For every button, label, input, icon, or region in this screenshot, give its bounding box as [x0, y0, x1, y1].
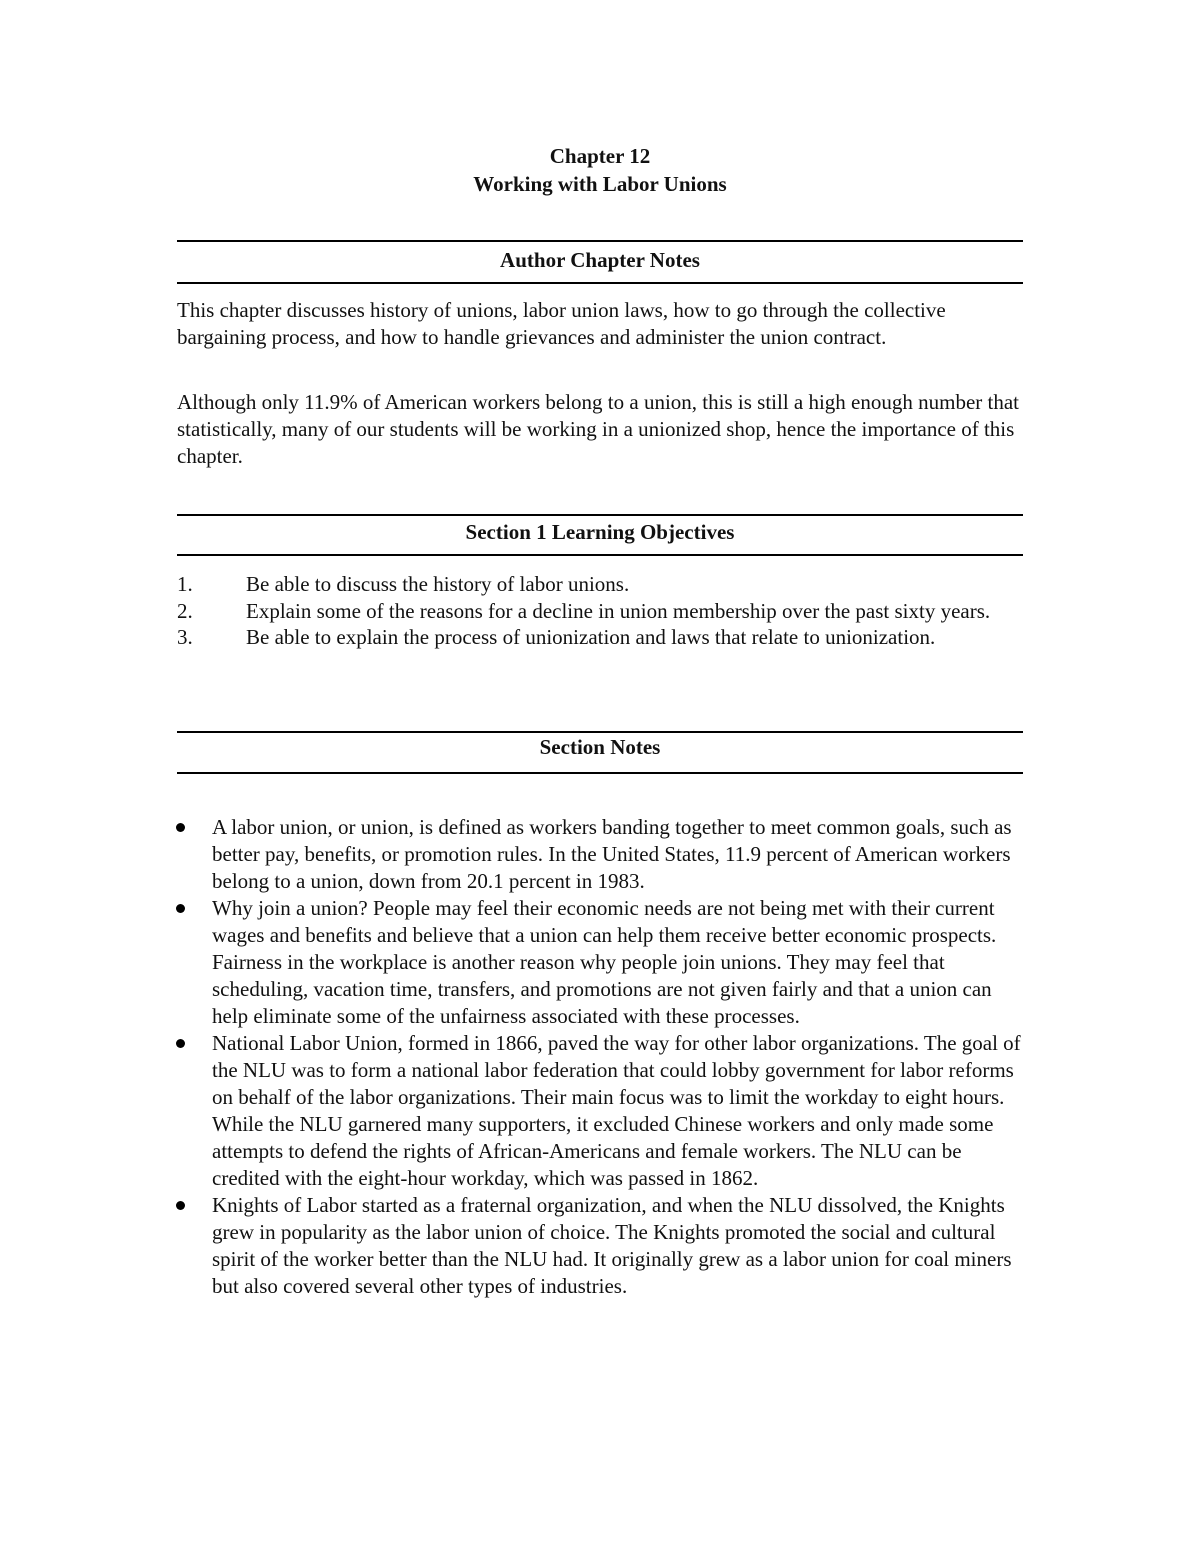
bullet-icon — [176, 823, 185, 832]
objective-number: 3. — [177, 625, 193, 649]
objectives-heading-text: Section 1 Learning Objectives — [465, 520, 735, 544]
objective-item — [177, 598, 1023, 625]
section-notes-heading-text: Section Notes — [539, 735, 661, 759]
heading-divider — [564, 514, 809, 516]
bullet-icon — [176, 1201, 185, 1210]
section-notes-list — [177, 814, 1023, 1300]
note-text: National Labor Union, formed in 1866, paved the way for other labor organizations. The goal of the NLU was to form a national labor federation that could lobby government for labor reforms on behalf of the labor organizations. Their main focus was to limit the workday to eight hours. While the NLU garnered many supporters, it excluded Chinese workers and only made some attempts to defend the rights of African-Americans and female workers. The NLU can be credited with the eight-hour workday, which was passed in 1862. — [212, 1031, 1021, 1190]
author-notes-paragraph: Although only 11.9% of American workers belong to a union, this is still a high enough number that statistically, many of our students will be working in a unionized shop, hence the importance of this chapter. — [177, 390, 1020, 468]
objective-number: 1. — [177, 572, 193, 596]
bullet-icon — [176, 904, 185, 913]
note-text: A labor union, or union, is defined as workers banding together to meet common goals, such as better pay, benefits, or promotion rules. In the United States, 11.9 percent of American workers belong to a union, down from 20.1 percent in 1983. — [212, 815, 1012, 893]
chapter-title: Working with Labor Unions — [473, 172, 727, 196]
note-text: Knights of Labor started as a fraternal organization, and when the NLU dissolved, the Knights grew in popularity as the labor union of choice. The Knights promoted the social and cultural spirit of the worker better than the NLU had. It originally grew as a labor union for coal miners but also covered several other types of industries. — [212, 1193, 1012, 1298]
objectives-heading — [177, 514, 1023, 556]
note-item — [177, 1030, 1023, 1192]
objective-item — [177, 624, 1023, 651]
chapter-number: Chapter 12 — [549, 144, 651, 168]
objective-number: 2. — [177, 598, 193, 623]
note-item — [177, 895, 1023, 1030]
note-text: Why join a union? People may feel their economic needs are not being met with their current wages and benefits and believe that a union can help them receive better economic prospects. Fairness in the workplace is another reason why people join unions. They may feel that scheduling, vacation time, transfers, and promotions are not given fairly and that a union can help eliminate some of the unfairness associated with these processes. — [212, 896, 997, 1028]
bullet-icon — [176, 1039, 185, 1048]
author-notes-heading-text: Author Chapter Notes — [500, 248, 700, 272]
note-item — [177, 1192, 1023, 1300]
note-item — [177, 814, 1023, 895]
objective-item — [177, 571, 1023, 598]
author-notes-paragraph: This chapter discusses history of unions, labor union laws, how to go through the collective bargaining process, and how to handle grievances and administer the union contract. — [177, 298, 946, 349]
objective-text: Explain some of the reasons for a decline in union membership over the past sixty years. — [246, 598, 991, 623]
objective-text: Be able to discuss the history of labor unions. — [246, 572, 630, 596]
objective-text: Be able to explain the process of unionization and laws that relate to unionization. — [246, 625, 936, 649]
author-notes-heading — [177, 240, 1023, 284]
objectives-list — [177, 571, 1023, 651]
section-notes-heading — [177, 731, 1023, 774]
chapter-title-block — [177, 142, 1023, 198]
